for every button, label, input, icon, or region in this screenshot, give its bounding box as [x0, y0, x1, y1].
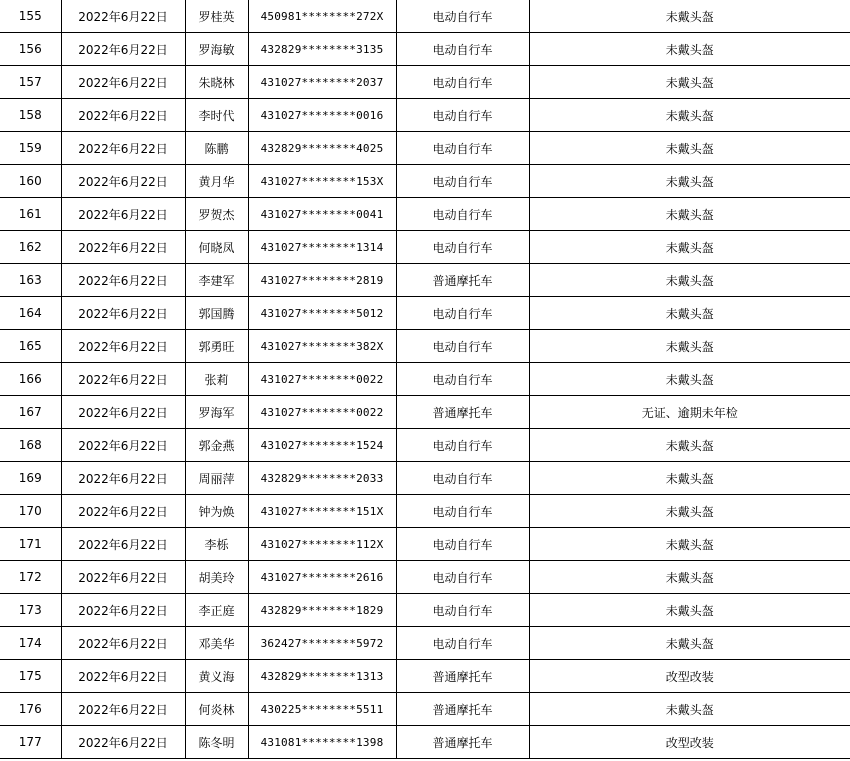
person-name-cell: 周丽萍	[185, 462, 248, 495]
violation-cell: 未戴头盔	[529, 99, 850, 132]
vehicle-type-cell: 电动自行车	[396, 33, 529, 66]
date-cell: 2022年6月22日	[61, 264, 185, 297]
person-name-cell: 李正庭	[185, 594, 248, 627]
violation-cell: 未戴头盔	[529, 198, 850, 231]
table-row	[0, 264, 850, 297]
violation-cell: 未戴头盔	[529, 66, 850, 99]
person-name-cell: 李时代	[185, 99, 248, 132]
table-row	[0, 66, 850, 99]
violation-cell: 无证、逾期未年检	[529, 396, 850, 429]
vehicle-type-cell: 电动自行车	[396, 429, 529, 462]
person-name-cell: 罗桂英	[185, 0, 248, 33]
vehicle-type-cell: 电动自行车	[396, 363, 529, 396]
table-row	[0, 231, 850, 264]
id-number-cell: 431027********112X	[248, 528, 396, 561]
person-name-cell: 朱晓林	[185, 66, 248, 99]
id-number-cell: 431027********0041	[248, 198, 396, 231]
vehicle-type-cell: 电动自行车	[396, 231, 529, 264]
row-number-cell: 166	[0, 363, 61, 396]
date-cell: 2022年6月22日	[61, 231, 185, 264]
row-number-cell: 163	[0, 264, 61, 297]
violation-cell: 未戴头盔	[529, 495, 850, 528]
violation-cell: 未戴头盔	[529, 594, 850, 627]
vehicle-type-cell: 电动自行车	[396, 165, 529, 198]
id-number-cell: 431027********5012	[248, 297, 396, 330]
row-number-cell: 173	[0, 594, 61, 627]
vehicle-type-cell: 电动自行车	[396, 528, 529, 561]
violation-cell: 未戴头盔	[529, 429, 850, 462]
vehicle-type-cell: 电动自行车	[396, 330, 529, 363]
date-cell: 2022年6月22日	[61, 429, 185, 462]
violation-cell: 未戴头盔	[529, 165, 850, 198]
person-name-cell: 陈鹏	[185, 132, 248, 165]
table-row	[0, 627, 850, 660]
vehicle-type-cell: 普通摩托车	[396, 660, 529, 693]
person-name-cell: 李栎	[185, 528, 248, 561]
date-cell: 2022年6月22日	[61, 66, 185, 99]
row-number-cell: 177	[0, 726, 61, 759]
table-row	[0, 363, 850, 396]
person-name-cell: 黄月华	[185, 165, 248, 198]
date-cell: 2022年6月22日	[61, 165, 185, 198]
table-row	[0, 528, 850, 561]
date-cell: 2022年6月22日	[61, 726, 185, 759]
table-row	[0, 660, 850, 693]
row-number-cell: 164	[0, 297, 61, 330]
person-name-cell: 李建军	[185, 264, 248, 297]
violation-cell: 改型改装	[529, 660, 850, 693]
date-cell: 2022年6月22日	[61, 627, 185, 660]
table-row	[0, 0, 850, 33]
date-cell: 2022年6月22日	[61, 297, 185, 330]
vehicle-type-cell: 普通摩托车	[396, 693, 529, 726]
date-cell: 2022年6月22日	[61, 594, 185, 627]
date-cell: 2022年6月22日	[61, 660, 185, 693]
table-row	[0, 462, 850, 495]
person-name-cell: 郭国腾	[185, 297, 248, 330]
person-name-cell: 张莉	[185, 363, 248, 396]
vehicle-type-cell: 电动自行车	[396, 297, 529, 330]
id-number-cell: 431027********2616	[248, 561, 396, 594]
table-row	[0, 132, 850, 165]
vehicle-type-cell: 电动自行车	[396, 495, 529, 528]
row-number-cell: 167	[0, 396, 61, 429]
person-name-cell: 何炎林	[185, 693, 248, 726]
vehicle-type-cell: 电动自行车	[396, 198, 529, 231]
vehicle-type-cell: 普通摩托车	[396, 264, 529, 297]
person-name-cell: 陈冬明	[185, 726, 248, 759]
id-number-cell: 432829********1829	[248, 594, 396, 627]
row-number-cell: 157	[0, 66, 61, 99]
row-number-cell: 172	[0, 561, 61, 594]
person-name-cell: 郭金燕	[185, 429, 248, 462]
id-number-cell: 430225********5511	[248, 693, 396, 726]
violation-cell: 未戴头盔	[529, 561, 850, 594]
table-row	[0, 561, 850, 594]
violation-cell: 未戴头盔	[529, 363, 850, 396]
id-number-cell: 431027********151X	[248, 495, 396, 528]
vehicle-type-cell: 电动自行车	[396, 132, 529, 165]
date-cell: 2022年6月22日	[61, 396, 185, 429]
id-number-cell: 431027********2037	[248, 66, 396, 99]
person-name-cell: 罗海敏	[185, 33, 248, 66]
row-number-cell: 168	[0, 429, 61, 462]
id-number-cell: 432829********1313	[248, 660, 396, 693]
person-name-cell: 胡美玲	[185, 561, 248, 594]
table-row	[0, 693, 850, 726]
id-number-cell: 431027********0022	[248, 396, 396, 429]
date-cell: 2022年6月22日	[61, 198, 185, 231]
date-cell: 2022年6月22日	[61, 528, 185, 561]
row-number-cell: 160	[0, 165, 61, 198]
violation-cell: 未戴头盔	[529, 528, 850, 561]
vehicle-type-cell: 电动自行车	[396, 594, 529, 627]
row-number-cell: 169	[0, 462, 61, 495]
id-number-cell: 362427********5972	[248, 627, 396, 660]
date-cell: 2022年6月22日	[61, 330, 185, 363]
date-cell: 2022年6月22日	[61, 363, 185, 396]
vehicle-type-cell: 电动自行车	[396, 99, 529, 132]
date-cell: 2022年6月22日	[61, 495, 185, 528]
violation-cell: 未戴头盔	[529, 132, 850, 165]
row-number-cell: 162	[0, 231, 61, 264]
id-number-cell: 431027********1524	[248, 429, 396, 462]
vehicle-type-cell: 电动自行车	[396, 561, 529, 594]
row-number-cell: 176	[0, 693, 61, 726]
table-row	[0, 33, 850, 66]
table-row	[0, 726, 850, 759]
table-row	[0, 396, 850, 429]
person-name-cell: 黄义海	[185, 660, 248, 693]
violation-cell: 改型改装	[529, 726, 850, 759]
row-number-cell: 165	[0, 330, 61, 363]
table-row	[0, 99, 850, 132]
table-row	[0, 297, 850, 330]
date-cell: 2022年6月22日	[61, 561, 185, 594]
person-name-cell: 邓美华	[185, 627, 248, 660]
row-number-cell: 156	[0, 33, 61, 66]
vehicle-type-cell: 电动自行车	[396, 0, 529, 33]
row-number-cell: 174	[0, 627, 61, 660]
vehicle-type-cell: 普通摩托车	[396, 396, 529, 429]
table-row	[0, 330, 850, 363]
row-number-cell: 161	[0, 198, 61, 231]
id-number-cell: 450981********272X	[248, 0, 396, 33]
row-number-cell: 158	[0, 99, 61, 132]
violation-cell: 未戴头盔	[529, 693, 850, 726]
vehicle-type-cell: 普通摩托车	[396, 726, 529, 759]
row-number-cell: 175	[0, 660, 61, 693]
date-cell: 2022年6月22日	[61, 99, 185, 132]
row-number-cell: 155	[0, 0, 61, 33]
table-row	[0, 495, 850, 528]
person-name-cell: 罗海军	[185, 396, 248, 429]
vehicle-type-cell: 电动自行车	[396, 627, 529, 660]
row-number-cell: 171	[0, 528, 61, 561]
violation-cell: 未戴头盔	[529, 264, 850, 297]
id-number-cell: 431027********382X	[248, 330, 396, 363]
id-number-cell: 431027********153X	[248, 165, 396, 198]
violation-cell: 未戴头盔	[529, 627, 850, 660]
violation-cell: 未戴头盔	[529, 231, 850, 264]
id-number-cell: 431027********0022	[248, 363, 396, 396]
violation-cell: 未戴头盔	[529, 462, 850, 495]
violation-cell: 未戴头盔	[529, 33, 850, 66]
date-cell: 2022年6月22日	[61, 132, 185, 165]
table-row	[0, 165, 850, 198]
violation-cell: 未戴头盔	[529, 0, 850, 33]
date-cell: 2022年6月22日	[61, 0, 185, 33]
row-number-cell: 159	[0, 132, 61, 165]
date-cell: 2022年6月22日	[61, 693, 185, 726]
date-cell: 2022年6月22日	[61, 462, 185, 495]
violation-cell: 未戴头盔	[529, 297, 850, 330]
table-row	[0, 594, 850, 627]
id-number-cell: 431081********1398	[248, 726, 396, 759]
person-name-cell: 罗贺杰	[185, 198, 248, 231]
date-cell: 2022年6月22日	[61, 33, 185, 66]
person-name-cell: 何晓凤	[185, 231, 248, 264]
id-number-cell: 431027********0016	[248, 99, 396, 132]
id-number-cell: 432829********2033	[248, 462, 396, 495]
row-number-cell: 170	[0, 495, 61, 528]
id-number-cell: 432829********4025	[248, 132, 396, 165]
id-number-cell: 431027********2819	[248, 264, 396, 297]
person-name-cell: 郭勇旺	[185, 330, 248, 363]
table-row	[0, 429, 850, 462]
id-number-cell: 431027********1314	[248, 231, 396, 264]
vehicle-type-cell: 电动自行车	[396, 66, 529, 99]
id-number-cell: 432829********3135	[248, 33, 396, 66]
violation-cell: 未戴头盔	[529, 330, 850, 363]
table-row	[0, 198, 850, 231]
vehicle-type-cell: 电动自行车	[396, 462, 529, 495]
person-name-cell: 钟为焕	[185, 495, 248, 528]
